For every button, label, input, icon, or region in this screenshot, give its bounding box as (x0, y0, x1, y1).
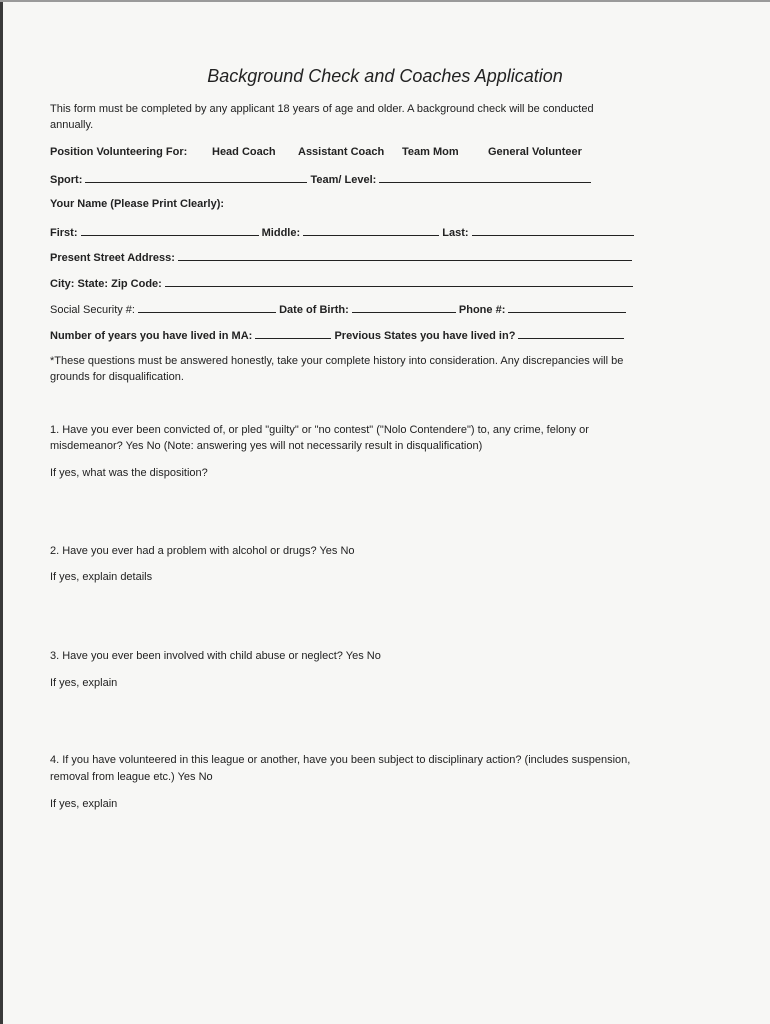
question-3-followup: If yes, explain (50, 677, 118, 689)
scan-edge-top (0, 0, 770, 2)
name-row (50, 223, 634, 241)
phone-field[interactable] (508, 300, 626, 313)
address-row (50, 248, 632, 266)
city-state-zip-label: City: State: Zip Code: (50, 278, 162, 290)
previous-states-field[interactable] (518, 326, 624, 339)
team-level-label: Team/ Level: (310, 174, 377, 186)
notice-text-cont: grounds for disqualification. (50, 371, 184, 383)
last-name-field[interactable] (472, 223, 634, 236)
scan-edge (0, 0, 3, 1024)
previous-states-label: Previous States you have lived in? (334, 330, 516, 342)
residence-row (50, 326, 624, 344)
dob-label: Date of Birth: (279, 304, 349, 316)
question-3: 3. Have you ever been involved with child abuse or neglect? Yes No (50, 650, 381, 662)
question-4-cont: removal from league etc.) Yes No (50, 771, 213, 783)
phone-label: Phone #: (458, 304, 506, 316)
intro-text-cont: annually. (50, 119, 94, 131)
intro-text: This form must be completed by any applicant 18 years of age and older. A background check will be conducted (50, 103, 594, 115)
ssn-label: Social Security #: (50, 304, 135, 316)
middle-name-field[interactable] (303, 223, 439, 236)
question-1: 1. Have you ever been convicted of, or pled "guilty" or "no contest" ("Nolo Contendere") to, any crime, felony or (50, 424, 589, 436)
dob-field[interactable] (352, 300, 456, 313)
position-option-team-mom[interactable]: Team Mom (402, 146, 459, 158)
sport-field[interactable] (85, 170, 307, 183)
years-in-ma-label: Number of years you have lived in MA: (50, 330, 253, 342)
question-1-cont: misdemeanor? Yes No (Note: answering yes will not necessarily result in disqualification) (50, 440, 483, 452)
position-option-assistant-coach[interactable]: Assistant Coach (298, 146, 385, 158)
form-title: Background Check and Coaches Application (207, 66, 563, 86)
question-4-followup: If yes, explain (50, 798, 118, 810)
years-in-ma-field[interactable] (255, 326, 331, 339)
team-level-field[interactable] (379, 170, 591, 183)
position-option-general-volunteer[interactable]: General Volunteer (488, 146, 582, 158)
name-heading: Your Name (Please Print Clearly): (50, 198, 225, 210)
question-2: 2. Have you ever had a problem with alcohol or drugs? Yes No (50, 545, 355, 557)
first-name-field[interactable] (81, 223, 259, 236)
position-row (50, 144, 582, 160)
ssn-field[interactable] (138, 300, 276, 313)
ssn-row (50, 300, 626, 318)
city-row (50, 274, 633, 292)
address-field[interactable] (178, 248, 632, 261)
sport-row (50, 170, 591, 188)
question-1-followup: If yes, what was the disposition? (50, 467, 208, 479)
city-state-zip-field[interactable] (165, 274, 633, 287)
question-4: 4. If you have volunteered in this league or another, have you been subject to disciplinary action? (includes suspension, (50, 754, 631, 766)
notice-text: *These questions must be answered honestly, take your complete history into consideration. Any discrepancies will be (50, 355, 624, 367)
position-label: Position Volunteering For: (50, 146, 188, 158)
question-2-followup: If yes, explain details (50, 571, 153, 583)
last-name-label: Last: (442, 227, 469, 239)
address-label: Present Street Address: (50, 252, 175, 264)
position-option-head-coach[interactable]: Head Coach (212, 146, 276, 158)
middle-name-label: Middle: (261, 227, 301, 239)
sport-label: Sport: (50, 174, 83, 186)
first-name-label: First: (50, 227, 78, 239)
